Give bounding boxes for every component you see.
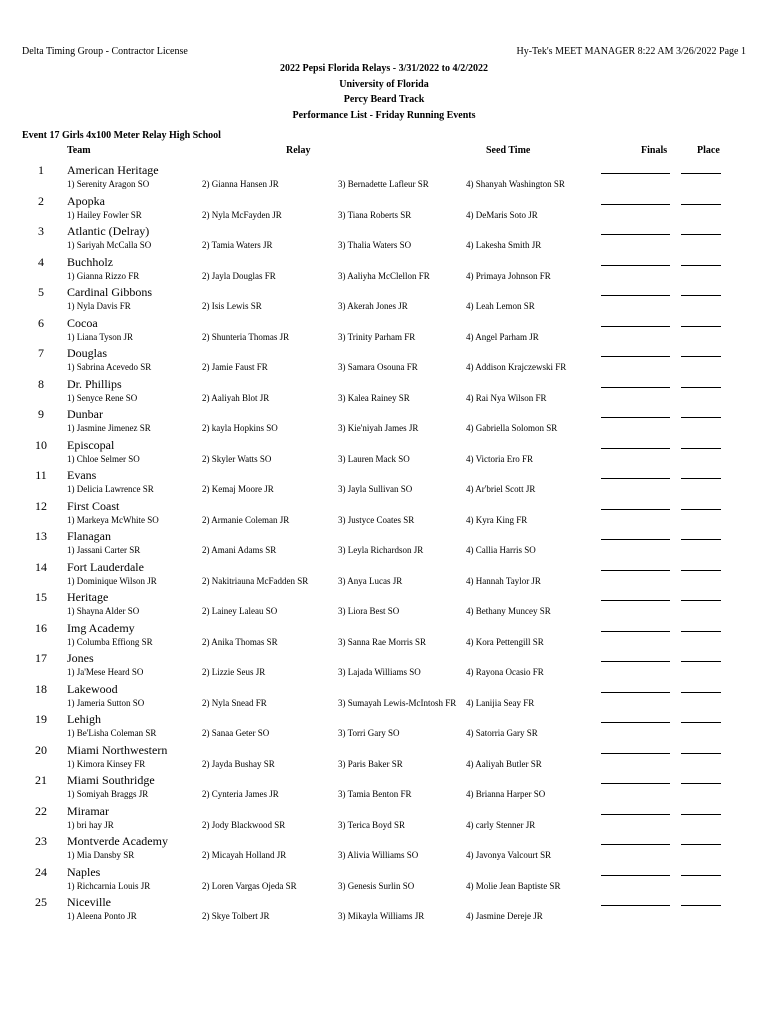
- place-blank-line: [681, 570, 721, 571]
- team-name: Lakewood: [67, 681, 118, 696]
- runner-4: 4) Victoria Ero FR: [466, 453, 534, 464]
- runner-2: 2) Loren Vargas Ojeda SR: [202, 880, 297, 891]
- runner-1: 1) Aleena Ponto JR: [67, 911, 137, 921]
- runner-3: 3) Aaliyha McClellon FR: [338, 270, 430, 281]
- finals-blank-line: [601, 295, 670, 296]
- place-blank-line: [681, 875, 721, 876]
- team-name: Img Academy: [67, 620, 135, 635]
- runner-4: 4) carly Stenner JR: [466, 819, 536, 830]
- runner-3: 3) Mikayla Williams JR: [338, 911, 425, 921]
- runner-1: 1) Nyla Davis FR: [67, 301, 131, 311]
- runner-3: 3) Paris Baker SR: [338, 758, 403, 769]
- runner-3: 3) Sumayah Lewis-McIntosh FR: [338, 697, 457, 708]
- runner-3: 3) Kie'niyah James JR: [338, 423, 419, 433]
- finals-blank-line: [601, 204, 670, 205]
- place-blank-line: [681, 753, 721, 754]
- runner-2: 2) Sanaa Geter SO: [202, 728, 270, 738]
- place-blank-line: [681, 814, 721, 815]
- list-item: [0, 557, 768, 588]
- place-blank-line: [681, 356, 721, 357]
- team-name: First Coast: [67, 498, 120, 513]
- finals-blank-line: [601, 448, 670, 449]
- runner-1: 1) bri hay JR: [67, 819, 114, 830]
- runner-2: 2) Micayah Holland JR: [202, 850, 287, 860]
- runner-1: 1) Chloe Selmer SO: [67, 453, 140, 464]
- runner-4: 4) Brianna Harper SO: [466, 789, 546, 799]
- runner-4: 4) DeMaris Soto JR: [466, 209, 538, 220]
- header-meet-manager: Hy-Tek's MEET MANAGER 8:22 AM 3/26/2022 Page 1: [516, 46, 746, 57]
- runner-3: 3) Genesis Surlin SO: [338, 880, 415, 891]
- place-blank-line: [681, 326, 721, 327]
- runner-4: 4) Kyra King FR: [466, 514, 528, 525]
- runner-1: 1) Ja'Mese Heard SO: [67, 667, 144, 677]
- finals-blank-line: [601, 631, 670, 632]
- runner-2: 2) Skyler Watts SO: [202, 453, 272, 464]
- runner-4: 4) Gabriella Solomon SR: [466, 423, 558, 433]
- entries-list: [0, 160, 768, 923]
- entry-number: 6: [38, 315, 44, 330]
- finals-blank-line: [601, 875, 670, 876]
- meet-title: 2022 Pepsi Florida Relays - 3/31/2022 to 4/2/2022: [279, 63, 489, 74]
- team-name: Miami Southridge: [67, 773, 155, 787]
- entry-number: 10: [35, 437, 47, 452]
- finals-blank-line: [601, 387, 670, 388]
- list-item: [0, 831, 768, 862]
- list-item: [0, 679, 768, 710]
- place-blank-line: [681, 509, 721, 510]
- runner-2: 2) Cynteria James JR: [202, 789, 279, 799]
- finals-blank-line: [601, 814, 670, 815]
- runner-3: 3) Leyla Richardson JR: [338, 545, 424, 555]
- team-name: Douglas: [67, 346, 107, 360]
- event-heading: Event 17 Girls 4x100 Meter Relay High School: [22, 130, 221, 141]
- runner-2: 2) Anika Thomas SR: [202, 636, 278, 647]
- team-name: American Heritage: [67, 163, 159, 177]
- runner-4: 4) Kora Pettengill SR: [466, 636, 544, 647]
- team-name: Niceville: [67, 895, 111, 909]
- team-name: Montverde Academy: [67, 834, 168, 848]
- runner-4: 4) Lakesha Smith JR: [466, 240, 542, 250]
- place-blank-line: [681, 783, 721, 784]
- runner-1: 1) Sariyah McCalla SO: [67, 240, 152, 250]
- runner-1: 1) Delicia Lawrence SR: [67, 484, 154, 494]
- runner-3: 3) Akerah Jones JR: [338, 301, 408, 311]
- runner-3: 3) Liora Best SO: [338, 606, 400, 616]
- runner-2: 2) Jayla Douglas FR: [202, 270, 276, 281]
- finals-blank-line: [601, 417, 670, 418]
- runner-1: 1) Jasmine Jimenez SR: [67, 423, 151, 433]
- runner-4: 4) Rayona Ocasio FR: [466, 667, 544, 677]
- place-blank-line: [681, 417, 721, 418]
- runner-2: 2) Gianna Hansen JR: [202, 179, 279, 189]
- finals-blank-line: [601, 326, 670, 327]
- list-item: [0, 862, 768, 893]
- runner-3: 3) Justyce Coates SR: [338, 514, 415, 525]
- entry-number: 14: [35, 559, 47, 574]
- list-title: Performance List - Friday Running Events: [292, 109, 476, 121]
- list-item: [0, 282, 768, 313]
- entry-number: 4: [38, 254, 44, 269]
- entry-number: 17: [35, 651, 47, 665]
- list-item: [0, 587, 768, 618]
- runner-1: 1) Markeya McWhite SO: [67, 514, 159, 525]
- place-blank-line: [681, 661, 721, 662]
- team-name: Cardinal Gibbons: [67, 285, 152, 299]
- finals-blank-line: [601, 356, 670, 357]
- meet-titles: [0, 61, 768, 123]
- runner-3: 3) Samara Osouna FR: [338, 362, 418, 372]
- finals-blank-line: [601, 692, 670, 693]
- entry-number: 8: [38, 376, 44, 391]
- team-name: Heritage: [67, 590, 109, 604]
- entry-number: 24: [35, 864, 47, 879]
- runner-3: 3) Anya Lucas JR: [338, 575, 403, 586]
- entry-number: 7: [38, 346, 44, 360]
- team-name: Miramar: [67, 803, 109, 818]
- runner-3: 3) Lajada Williams SO: [338, 667, 421, 677]
- place-blank-line: [681, 173, 721, 174]
- finals-blank-line: [601, 905, 670, 906]
- entry-number: 25: [35, 895, 47, 909]
- runner-1: 1) Kimora Kinsey FR: [67, 758, 146, 769]
- place-blank-line: [681, 722, 721, 723]
- runner-3: 3) Trinity Parham FR: [338, 331, 416, 342]
- finals-blank-line: [601, 570, 670, 571]
- runner-1: 1) Be'Lisha Coleman SR: [67, 728, 157, 738]
- place-blank-line: [681, 387, 721, 388]
- entry-number: 12: [35, 498, 47, 513]
- runner-1: 1) Sabrina Acevedo SR: [67, 362, 152, 372]
- list-item: [0, 343, 768, 374]
- runner-2: 2) Kemaj Moore JR: [202, 484, 274, 494]
- venue-title: University of Florida: [339, 78, 429, 90]
- runner-1: 1) Dominique Wilson JR: [67, 575, 157, 586]
- runner-2: 2) Aaliyah Blot JR: [202, 392, 270, 403]
- column-relay: Relay: [286, 145, 311, 156]
- runner-2: 2) Tamia Waters JR: [202, 240, 273, 250]
- runner-2: 2) Lainey Laleau SO: [202, 606, 278, 616]
- runner-4: 4) Javonya Valcourt SR: [466, 850, 552, 860]
- runner-1: 1) Columba Effiong SR: [67, 636, 153, 647]
- entry-number: 9: [38, 407, 44, 421]
- list-item: [0, 801, 768, 832]
- runner-2: 2) Amani Adams SR: [202, 545, 277, 555]
- entry-number: 2: [38, 193, 44, 208]
- runner-2: 2) Armanie Coleman JR: [202, 514, 290, 525]
- runner-1: 1) Somiyah Braggs JR: [67, 789, 149, 799]
- column-finals: Finals: [641, 145, 668, 156]
- finals-blank-line: [601, 173, 670, 174]
- team-name: Flanagan: [67, 529, 111, 543]
- runner-2: 2) Jody Blackwood SR: [202, 819, 286, 830]
- entry-number: 21: [35, 773, 47, 787]
- runner-3: 3) Kalea Rainey SR: [338, 392, 410, 403]
- runner-2: 2) Lizzie Seus JR: [202, 667, 266, 677]
- column-team: Team: [67, 145, 91, 156]
- entry-number: 15: [35, 590, 47, 604]
- runner-1: 1) Richcarnia Louis JR: [67, 880, 151, 891]
- runner-4: 4) Hannah Taylor JR: [466, 575, 541, 586]
- entry-number: 22: [35, 803, 47, 818]
- finals-blank-line: [601, 722, 670, 723]
- place-blank-line: [681, 844, 721, 845]
- entry-number: 3: [38, 224, 44, 238]
- runner-4: 4) Molie Jean Baptiste SR: [466, 880, 561, 891]
- runner-1: 1) Hailey Fowler SR: [67, 209, 142, 220]
- runner-4: 4) Satorria Gary SR: [466, 728, 538, 738]
- entry-number: 20: [35, 742, 47, 757]
- runner-3: 3) Tamia Benton FR: [338, 789, 412, 799]
- team-name: Apopka: [67, 193, 105, 208]
- team-name: Miami Northwestern: [67, 742, 168, 757]
- runner-1: 1) Jassani Carter SR: [67, 545, 141, 555]
- column-place: Place: [697, 145, 720, 156]
- runner-4: 4) Addison Krajczewski FR: [466, 362, 567, 372]
- runner-3: 3) Alivia Williams SO: [338, 850, 419, 860]
- runner-4: 4) Primaya Johnson FR: [466, 270, 551, 281]
- place-blank-line: [681, 539, 721, 540]
- team-name: Buchholz: [67, 254, 113, 269]
- runner-1: 1) Mia Dansby SR: [67, 850, 135, 860]
- team-name: Cocoa: [67, 315, 98, 330]
- entry-number: 16: [35, 620, 47, 635]
- place-blank-line: [681, 265, 721, 266]
- place-blank-line: [681, 478, 721, 479]
- place-blank-line: [681, 204, 721, 205]
- list-item: [0, 526, 768, 557]
- runner-3: 3) Bernadette Lafleur SR: [338, 179, 429, 189]
- runner-1: 1) Senyce Rene SO: [67, 392, 138, 403]
- team-name: Lehigh: [67, 712, 101, 726]
- runner-2: 2) Shunteria Thomas JR: [202, 331, 290, 342]
- runner-2: 2) Nakitriauna McFadden SR: [202, 575, 309, 586]
- finals-blank-line: [601, 844, 670, 845]
- list-item: [0, 496, 768, 527]
- list-item: [0, 191, 768, 222]
- finals-blank-line: [601, 478, 670, 479]
- track-title: Percy Beard Track: [343, 94, 425, 105]
- header-license: Delta Timing Group - Contractor License: [22, 46, 188, 57]
- team-name: Atlantic (Delray): [67, 224, 150, 238]
- runner-2: 2) Jamie Faust FR: [202, 362, 268, 372]
- runner-2: 2) Jayda Bushay SR: [202, 758, 275, 769]
- place-blank-line: [681, 631, 721, 632]
- finals-blank-line: [601, 600, 670, 601]
- place-blank-line: [681, 600, 721, 601]
- runner-3: 3) Tiana Roberts SR: [338, 209, 412, 220]
- entry-number: 5: [38, 285, 44, 299]
- runner-4: 4) Angel Parham JR: [466, 331, 539, 342]
- list-item: [0, 709, 768, 740]
- team-name: Naples: [67, 864, 101, 879]
- runner-3: 3) Lauren Mack SO: [338, 453, 410, 464]
- team-name: Episcopal: [67, 437, 115, 452]
- runner-4: 4) Ar'briel Scott JR: [466, 484, 536, 494]
- runner-1: 1) Liana Tyson JR: [67, 331, 133, 342]
- finals-blank-line: [601, 509, 670, 510]
- place-blank-line: [681, 692, 721, 693]
- runner-1: 1) Gianna Rizzo FR: [67, 270, 140, 281]
- runner-3: 3) Thalia Waters SO: [338, 240, 412, 250]
- runner-3: 3) Terica Boyd SR: [338, 819, 405, 830]
- list-item: [0, 313, 768, 344]
- entry-number: 19: [35, 712, 47, 726]
- runner-3: 3) Torri Gary SO: [338, 728, 400, 738]
- list-item: [0, 740, 768, 771]
- runner-4: 4) Lanijia Seay FR: [466, 697, 535, 708]
- runner-2: 2) Isis Lewis SR: [202, 301, 262, 311]
- finals-blank-line: [601, 539, 670, 540]
- runner-2: 2) Nyla Snead FR: [202, 697, 267, 708]
- list-item: [0, 221, 768, 252]
- runner-1: 1) Serenity Aragon SO: [67, 179, 150, 189]
- runner-4: 4) Rai Nya Wilson FR: [466, 392, 547, 403]
- place-blank-line: [681, 905, 721, 906]
- column-seed-time: Seed Time: [486, 145, 531, 156]
- finals-blank-line: [601, 234, 670, 235]
- list-item: [0, 404, 768, 435]
- list-item: [0, 618, 768, 649]
- runner-3: 3) Jayla Sullivan SO: [338, 484, 413, 494]
- team-name: Fort Lauderdale: [67, 559, 144, 574]
- list-item: [0, 374, 768, 405]
- runner-4: 4) Jasmine Dereje JR: [466, 911, 543, 921]
- runner-4: 4) Aaliyah Butler SR: [466, 758, 542, 769]
- entry-number: 23: [35, 834, 47, 848]
- list-item: [0, 465, 768, 496]
- place-blank-line: [681, 234, 721, 235]
- finals-blank-line: [601, 783, 670, 784]
- finals-blank-line: [601, 265, 670, 266]
- list-item: [0, 160, 768, 191]
- list-item: [0, 252, 768, 283]
- place-blank-line: [681, 295, 721, 296]
- entry-number: 11: [35, 468, 47, 482]
- entry-number: 13: [35, 529, 47, 543]
- runner-4: 4) Shanyah Washington SR: [466, 179, 565, 189]
- team-name: Dr. Phillips: [67, 376, 122, 391]
- list-item: [0, 648, 768, 679]
- runner-4: 4) Callia Harris SO: [466, 545, 536, 555]
- runner-3: 3) Sanna Rae Morris SR: [338, 636, 426, 647]
- team-name: Dunbar: [67, 407, 103, 421]
- runner-2: 2) kayla Hopkins SO: [202, 423, 278, 433]
- place-blank-line: [681, 448, 721, 449]
- list-item: [0, 435, 768, 466]
- list-item: [0, 892, 768, 923]
- entry-number: 18: [35, 681, 47, 696]
- runner-4: 4) Leah Lemon SR: [466, 301, 535, 311]
- runner-4: 4) Bethany Muncey SR: [466, 606, 551, 616]
- runner-1: 1) Shayna Alder SO: [67, 606, 140, 616]
- team-name: Evans: [67, 468, 97, 482]
- team-name: Jones: [67, 651, 94, 665]
- finals-blank-line: [601, 661, 670, 662]
- finals-blank-line: [601, 753, 670, 754]
- entry-number: 1: [38, 163, 44, 177]
- runner-2: 2) Skye Tolbert JR: [202, 911, 270, 921]
- list-item: [0, 770, 768, 801]
- runner-2: 2) Nyla McFayden JR: [202, 209, 282, 220]
- runner-1: 1) Jameria Sutton SO: [67, 697, 145, 708]
